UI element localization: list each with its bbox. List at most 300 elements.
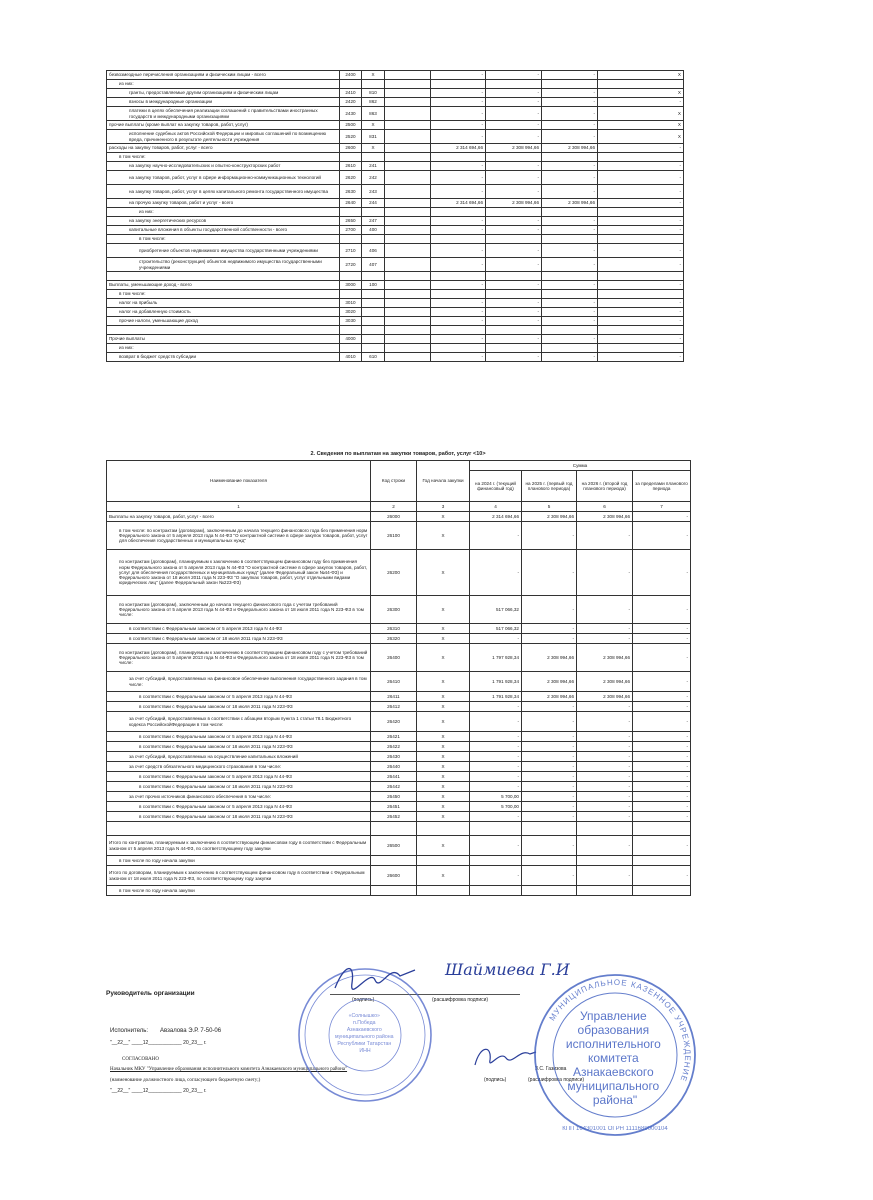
row-value-2024: - (470, 866, 522, 886)
row-name: прочие выплаты (кроме выплат на закупку товаров, работ, услуг) (107, 121, 340, 130)
row-name: за счет средств обязательного медицинского страхования в том числе: (107, 762, 371, 772)
table-row (107, 512, 691, 522)
column-number: 6 (577, 502, 633, 512)
row-name: в том числе по году начала закупки (107, 886, 371, 896)
row-name: строительство (реконструкция) объектов недвижимого имущества государственными учреждениями (107, 258, 340, 272)
table-row (107, 353, 684, 362)
column-number: 7 (633, 502, 691, 512)
row-name: налог на прибыль (107, 299, 340, 308)
row-value-1: - (431, 171, 486, 185)
row-value-2026: - (577, 742, 633, 752)
row-name: Прочие выплаты (107, 335, 340, 344)
row-name: на закупку энергетических ресурсов (107, 217, 340, 226)
row-empty (385, 185, 431, 199)
row-value-2 (486, 272, 542, 281)
row-value-beyond: - (633, 712, 691, 732)
row-code: 4000 (340, 335, 362, 344)
row-value-4 (598, 272, 684, 281)
row-value-2026: - (577, 550, 633, 596)
row-value-2024: - (470, 702, 522, 712)
row-value-3: - (542, 244, 598, 258)
row-code (340, 344, 362, 353)
row-value-2024: 517 066,32 (470, 596, 522, 624)
row-value-2024: 2 314 694,66 (470, 512, 522, 522)
row-kosgu (362, 308, 385, 317)
row-value-1: - (431, 130, 486, 144)
row-value-1 (431, 326, 486, 335)
row-code: 2700 (340, 226, 362, 235)
row-code: 26421 (371, 732, 417, 742)
row-value-beyond (633, 856, 691, 866)
right-stamp-ring-text: МУНИЦИПАЛЬНОЕ КАЗЕННОЕ УЧРЕЖДЕНИЕ (547, 977, 693, 1084)
table-row (107, 308, 684, 317)
row-name: в том числе: (107, 290, 340, 299)
row-code: 2410 (340, 89, 362, 98)
agreed-label: СОГЛАСОВАНО (122, 1057, 160, 1062)
row-value-4: - (598, 308, 684, 317)
agreed-signature-caption: (подпись) (484, 1077, 507, 1083)
table-row (107, 258, 684, 272)
row-name: за счет прочих источников финансового обеспечения в том числе: (107, 792, 371, 802)
row-name: за счет субсидий, предоставляемых на осуществление капитальных вложений (107, 752, 371, 762)
row-code: 26442 (371, 782, 417, 792)
row-value-2024: - (470, 732, 522, 742)
row-kosgu (362, 208, 385, 217)
row-year: X (417, 702, 470, 712)
row-value-beyond: - (633, 782, 691, 792)
row-value-3: - (542, 171, 598, 185)
row-value-2026: - (577, 712, 633, 732)
row-value-4: - (598, 162, 684, 171)
row-value-4: - (598, 258, 684, 272)
row-name: Выплаты на закупку товаров, работ, услуг - всего (107, 512, 371, 522)
row-value-2: - (486, 281, 542, 290)
row-code: 26430 (371, 752, 417, 762)
row-name: по контрактам (договорам), заключенным до начала текущего финансового года с учетом требований Федерального закона от 5 апреля 2013 года N 44-ФЗ и Федерального закона от 18 июля 2011 года N 223-ФЗ в том числе: (107, 596, 371, 624)
row-name: на закупку товаров, работ, услуг в сфере информационно-коммуникационных технологий (107, 171, 340, 185)
row-value-3: 2 308 994,66 (542, 199, 598, 208)
column-number: 4 (470, 502, 522, 512)
row-value-beyond: - (633, 762, 691, 772)
row-value-4: - (598, 199, 684, 208)
row-value-1: - (431, 89, 486, 98)
table-row (107, 199, 684, 208)
row-code: 2400 (340, 71, 362, 80)
row-value-2 (486, 208, 542, 217)
row-kosgu (362, 317, 385, 326)
row-code: 26200 (371, 550, 417, 596)
table-row (107, 742, 691, 752)
row-value-2025: - (522, 836, 577, 856)
row-kosgu: 406 (362, 244, 385, 258)
row-empty (385, 98, 431, 107)
row-value-2026: - (577, 762, 633, 772)
row-code: 26450 (371, 792, 417, 802)
row-code: 26300 (371, 596, 417, 624)
table-row (107, 244, 684, 258)
row-code: 3020 (340, 308, 362, 317)
row-value-beyond (633, 822, 691, 836)
row-code: 2650 (340, 217, 362, 226)
row-value-2025: - (522, 752, 577, 762)
row-value-3 (542, 235, 598, 244)
row-value-2: 2 308 994,66 (486, 144, 542, 153)
row-value-2026: - (577, 596, 633, 624)
row-code: 4010 (340, 353, 362, 362)
row-year: X (417, 866, 470, 886)
row-value-2026: - (577, 752, 633, 762)
row-year: X (417, 692, 470, 702)
row-value-2: - (486, 353, 542, 362)
table-row (107, 299, 684, 308)
row-value-4: X (598, 71, 684, 80)
row-value-2026: - (577, 782, 633, 792)
row-value-3: - (542, 71, 598, 80)
row-value-2025: - (522, 772, 577, 782)
row-value-2024: - (470, 550, 522, 596)
table-row (107, 89, 684, 98)
row-value-4: - (598, 226, 684, 235)
row-name: по контрактам (договорам), планируемым к заключению в соответствующем финансовом году без применения норм Федерального закона от 5 апреля 2013 года N 44-ФЗ "О контрактной системе в сфере закупок товаров, работ, услуг для обеспечения государственных и муниципальных нужд" (далее Федеральный закон №44-ФЗ) и Федерального закона от 18 июля 2011 года N 223-ФЗ "О закупках товаров, работ, услуг отдельными видами юридических лиц" (далее Федеральный закон №223-ФЗ) (107, 550, 371, 596)
row-value-2026: - (577, 702, 633, 712)
row-value-3: - (542, 217, 598, 226)
row-empty (385, 290, 431, 299)
row-name: в том числе: (107, 153, 340, 162)
row-value-3: - (542, 121, 598, 130)
row-value-4: - (598, 185, 684, 199)
row-kosgu: 244 (362, 199, 385, 208)
table-row (107, 812, 691, 822)
row-name: в соответствии с Федеральным законом от 18 июля 2011 года N 223-ФЗ (107, 634, 371, 644)
row-name: Итого по договорам, планируемым к заключению в соответствующем финансовом году в соответствии с Федеральным законом от 18 июля 2011 года N 223-ФЗ, по соответствующему году закупки (107, 866, 371, 886)
row-year: X (417, 596, 470, 624)
row-value-beyond: - (633, 802, 691, 812)
row-code: 26400 (371, 644, 417, 672)
row-value-1: - (431, 71, 486, 80)
row-value-beyond: - (633, 702, 691, 712)
row-value-beyond: - (633, 732, 691, 742)
row-value-2024: 5 700,00 (470, 802, 522, 812)
row-kosgu: 100 (362, 281, 385, 290)
row-empty (385, 208, 431, 217)
row-value-beyond: - (633, 522, 691, 550)
row-value-4: - (598, 299, 684, 308)
row-year: X (417, 812, 470, 822)
row-empty (385, 335, 431, 344)
row-name: расходы на закупку товаров, работ, услуг - всего (107, 144, 340, 153)
row-name: взносы в международные организации (107, 98, 340, 107)
row-value-2026 (577, 856, 633, 866)
row-value-2 (486, 290, 542, 299)
table-row (107, 782, 691, 792)
agreed-caption: (наименование должностного лица, согласующего бюджетную смету;) (110, 1078, 261, 1083)
row-value-1: - (431, 281, 486, 290)
table-row (107, 692, 691, 702)
row-code (340, 290, 362, 299)
row-value-1: - (431, 258, 486, 272)
row-empty (385, 171, 431, 185)
row-value-beyond: - (633, 550, 691, 596)
row-value-4 (598, 80, 684, 89)
row-value-1: - (431, 162, 486, 171)
row-kosgu (362, 272, 385, 281)
right-stamp (530, 970, 700, 1140)
row-value-2025: 2 308 994,66 (522, 512, 577, 522)
row-kosgu: 243 (362, 185, 385, 199)
row-value-4: X (598, 121, 684, 130)
row-value-1: 2 314 694,66 (431, 144, 486, 153)
row-value-2 (486, 344, 542, 353)
row-value-beyond: - (633, 836, 691, 856)
row-value-2 (486, 235, 542, 244)
row-value-2026: 2 308 994,66 (577, 672, 633, 692)
row-name: в соответствии с Федеральным законом от 5 апреля 2013 года N 44-ФЗ (107, 624, 371, 634)
row-value-1 (431, 344, 486, 353)
row-value-3 (542, 290, 598, 299)
row-value-2: - (486, 71, 542, 80)
row-value-2: - (486, 162, 542, 171)
row-value-3 (542, 344, 598, 353)
row-code (340, 272, 362, 281)
row-value-2024: - (470, 836, 522, 856)
row-value-2025: - (522, 812, 577, 822)
row-value-2026: - (577, 624, 633, 634)
row-name: прочие налоги, уменьшающие доход (107, 317, 340, 326)
row-empty (385, 130, 431, 144)
row-year: X (417, 792, 470, 802)
right-stamp-center-text: Управление образования исполнительного комитета Азнакаевского муниципального района" (565, 1009, 661, 1107)
row-empty (385, 344, 431, 353)
row-value-3 (542, 153, 598, 162)
row-code: 2620 (340, 171, 362, 185)
table-row (107, 317, 684, 326)
row-code: 26440 (371, 762, 417, 772)
row-value-2: - (486, 185, 542, 199)
row-value-1: - (431, 121, 486, 130)
row-empty (385, 144, 431, 153)
row-value-2024: - (470, 762, 522, 772)
row-name: Итого по контрактам, планируемым к заключению в соответствующем финансовом году в соответствии с Федеральным законом от 5 апреля 2013 года N 44-ФЗ, по соответствующему году закупки (107, 836, 371, 856)
row-value-4: X (598, 130, 684, 144)
table-row (107, 80, 684, 89)
row-value-2025 (522, 886, 577, 896)
row-kosgu (362, 299, 385, 308)
row-value-1: - (431, 335, 486, 344)
row-code: 26410 (371, 672, 417, 692)
row-code: 2640 (340, 199, 362, 208)
row-name: из них: (107, 344, 340, 353)
row-kosgu: X (362, 71, 385, 80)
row-value-2025: - (522, 522, 577, 550)
row-value-3: - (542, 299, 598, 308)
table-row (107, 624, 691, 634)
row-name: в том числе по году начала закупки (107, 856, 371, 866)
row-name: в соответствии с Федеральным законом от 5 апреля 2013 года N 44-ФЗ (107, 732, 371, 742)
header-2024: на 2024 г. (текущий финансовый год) (470, 470, 522, 501)
row-value-beyond: - (633, 866, 691, 886)
row-year: X (417, 752, 470, 762)
row-value-1: - (431, 308, 486, 317)
row-name: в том числе: по контрактам (договорам), заключенным до начала текущего финансового года без применения норм Федерального закона от 5 апреля 2013 года N 44-ФЗ "О контрактной системе в сфере закупок товаров, работ, услуг для обеспечения государственных и муниципальных нужд" (107, 522, 371, 550)
row-value-2026: - (577, 812, 633, 822)
row-value-2: - (486, 244, 542, 258)
row-value-2025: - (522, 762, 577, 772)
row-empty (385, 353, 431, 362)
row-code: 26320 (371, 634, 417, 644)
table-row (107, 752, 691, 762)
row-year (417, 822, 470, 836)
row-value-3 (542, 326, 598, 335)
head-name-handwritten: Шаймиева Г.И (445, 960, 570, 979)
row-year (417, 886, 470, 896)
row-year: X (417, 782, 470, 792)
row-code: 26452 (371, 812, 417, 822)
table-row (107, 762, 691, 772)
row-value-1: - (431, 98, 486, 107)
row-code: 2430 (340, 107, 362, 121)
row-name: Выплаты, уменьшающие доход - всего (107, 281, 340, 290)
table-row (107, 702, 691, 712)
row-value-2025: - (522, 866, 577, 886)
row-name: в соответствии с Федеральным законом от 5 апреля 2013 года N 44-ФЗ (107, 802, 371, 812)
row-empty (385, 199, 431, 208)
table-row (107, 866, 691, 886)
column-number: 5 (522, 502, 577, 512)
row-value-4 (598, 290, 684, 299)
row-value-2: - (486, 299, 542, 308)
row-value-3: - (542, 89, 598, 98)
row-code: 2610 (340, 162, 362, 171)
row-name: безвозмездные перечисления организациям и физическим лицам - всего (107, 71, 340, 80)
row-name: на прочую закупку товаров, работ и услуг - всего (107, 199, 340, 208)
row-value-4: X (598, 89, 684, 98)
date-line-2: "__22__" ____12____________ 20_23__ г. (110, 1088, 207, 1094)
table-row (107, 634, 691, 644)
row-value-2024: - (470, 812, 522, 822)
table-row (107, 672, 691, 692)
row-name: на закупку научно-исследовательских и опытно-конструкторских работ (107, 162, 340, 171)
row-value-2026: - (577, 836, 633, 856)
row-value-2025 (522, 822, 577, 836)
row-value-4 (598, 235, 684, 244)
table-row (107, 208, 684, 217)
row-value-2: - (486, 89, 542, 98)
row-value-beyond: - (633, 672, 691, 692)
row-value-3: - (542, 98, 598, 107)
row-value-1: - (431, 317, 486, 326)
table-row (107, 802, 691, 812)
row-value-2 (486, 80, 542, 89)
row-name: в соответствии с Федеральным законом от 18 июля 2011 года N 223-ФЗ (107, 742, 371, 752)
row-value-4 (598, 344, 684, 353)
table-row (107, 162, 684, 171)
row-code (340, 80, 362, 89)
table-row (107, 144, 684, 153)
agreed-org: Начальник МКУ "Управление образования исполнительного комитета Азнакаевского муниципального района" (110, 1067, 348, 1072)
row-year: X (417, 644, 470, 672)
row-name: за счет субсидий, предоставляемых в соответствии с абзацем вторым пункта 1 статьи 78.1 Бюджетного кодекса РоссийскойФедерации в том числе: (107, 712, 371, 732)
row-value-2025: - (522, 742, 577, 752)
table-row (107, 185, 684, 199)
row-name: в соответствии с Федеральным законом от 5 апреля 2013 года N 44-ФЗ (107, 692, 371, 702)
row-code: 26451 (371, 802, 417, 812)
row-empty (385, 299, 431, 308)
row-value-beyond: - (633, 772, 691, 782)
row-empty (385, 308, 431, 317)
row-code (371, 886, 417, 896)
row-code: 26411 (371, 692, 417, 702)
row-value-2025: - (522, 792, 577, 802)
row-value-2: - (486, 130, 542, 144)
row-year: X (417, 772, 470, 782)
header-beyond: за пределами планового периода (633, 470, 691, 501)
row-value-2026: - (577, 866, 633, 886)
table-row (107, 822, 691, 836)
table-row (107, 98, 684, 107)
row-value-3: - (542, 258, 598, 272)
row-kosgu: 831 (362, 130, 385, 144)
row-year: X (417, 836, 470, 856)
table-row (107, 272, 684, 281)
row-value-1 (431, 235, 486, 244)
row-code: 26420 (371, 712, 417, 732)
row-value-2: - (486, 217, 542, 226)
row-code: 26422 (371, 742, 417, 752)
header-code: Код строки (371, 461, 417, 502)
row-code: 26600 (371, 866, 417, 886)
row-name: из них: (107, 80, 340, 89)
row-value-2026: - (577, 772, 633, 782)
row-code (340, 326, 362, 335)
row-code (371, 856, 417, 866)
row-value-2025: - (522, 634, 577, 644)
row-value-beyond: - (633, 624, 691, 634)
section-2-title: 2. Сведения по выплатам на закупки товаров, работ, услуг <10> (310, 451, 486, 457)
row-code (340, 153, 362, 162)
agreed-decode-caption: (расшифровка подписи) (528, 1077, 585, 1083)
header-year: Год начала закупки (417, 461, 470, 502)
row-year (417, 856, 470, 866)
column-number: 2 (371, 502, 417, 512)
row-value-3 (542, 272, 598, 281)
row-code (340, 208, 362, 217)
row-value-2026: 2 308 994,66 (577, 512, 633, 522)
row-kosgu (362, 235, 385, 244)
row-value-2025: 2 308 994,66 (522, 692, 577, 702)
row-value-2: - (486, 258, 542, 272)
table-row (107, 281, 684, 290)
row-value-1 (431, 153, 486, 162)
row-value-2025: - (522, 550, 577, 596)
row-value-2024: - (470, 634, 522, 644)
row-value-2025: - (522, 624, 577, 634)
row-value-beyond (633, 886, 691, 896)
expenses-table (106, 70, 684, 362)
row-value-2024 (470, 856, 522, 866)
row-value-1 (431, 80, 486, 89)
row-name: приобретение объектов недвижимого имущества государственными учреждениями (107, 244, 340, 258)
row-value-1 (431, 272, 486, 281)
row-code: 2520 (340, 130, 362, 144)
header-sum: Сумма (470, 461, 691, 471)
row-value-3 (542, 208, 598, 217)
row-value-2024: 1 791 928,34 (470, 672, 522, 692)
row-code (371, 822, 417, 836)
row-value-2025: - (522, 782, 577, 792)
row-code: 2420 (340, 98, 362, 107)
row-value-2024 (470, 822, 522, 836)
row-code: 3030 (340, 317, 362, 326)
